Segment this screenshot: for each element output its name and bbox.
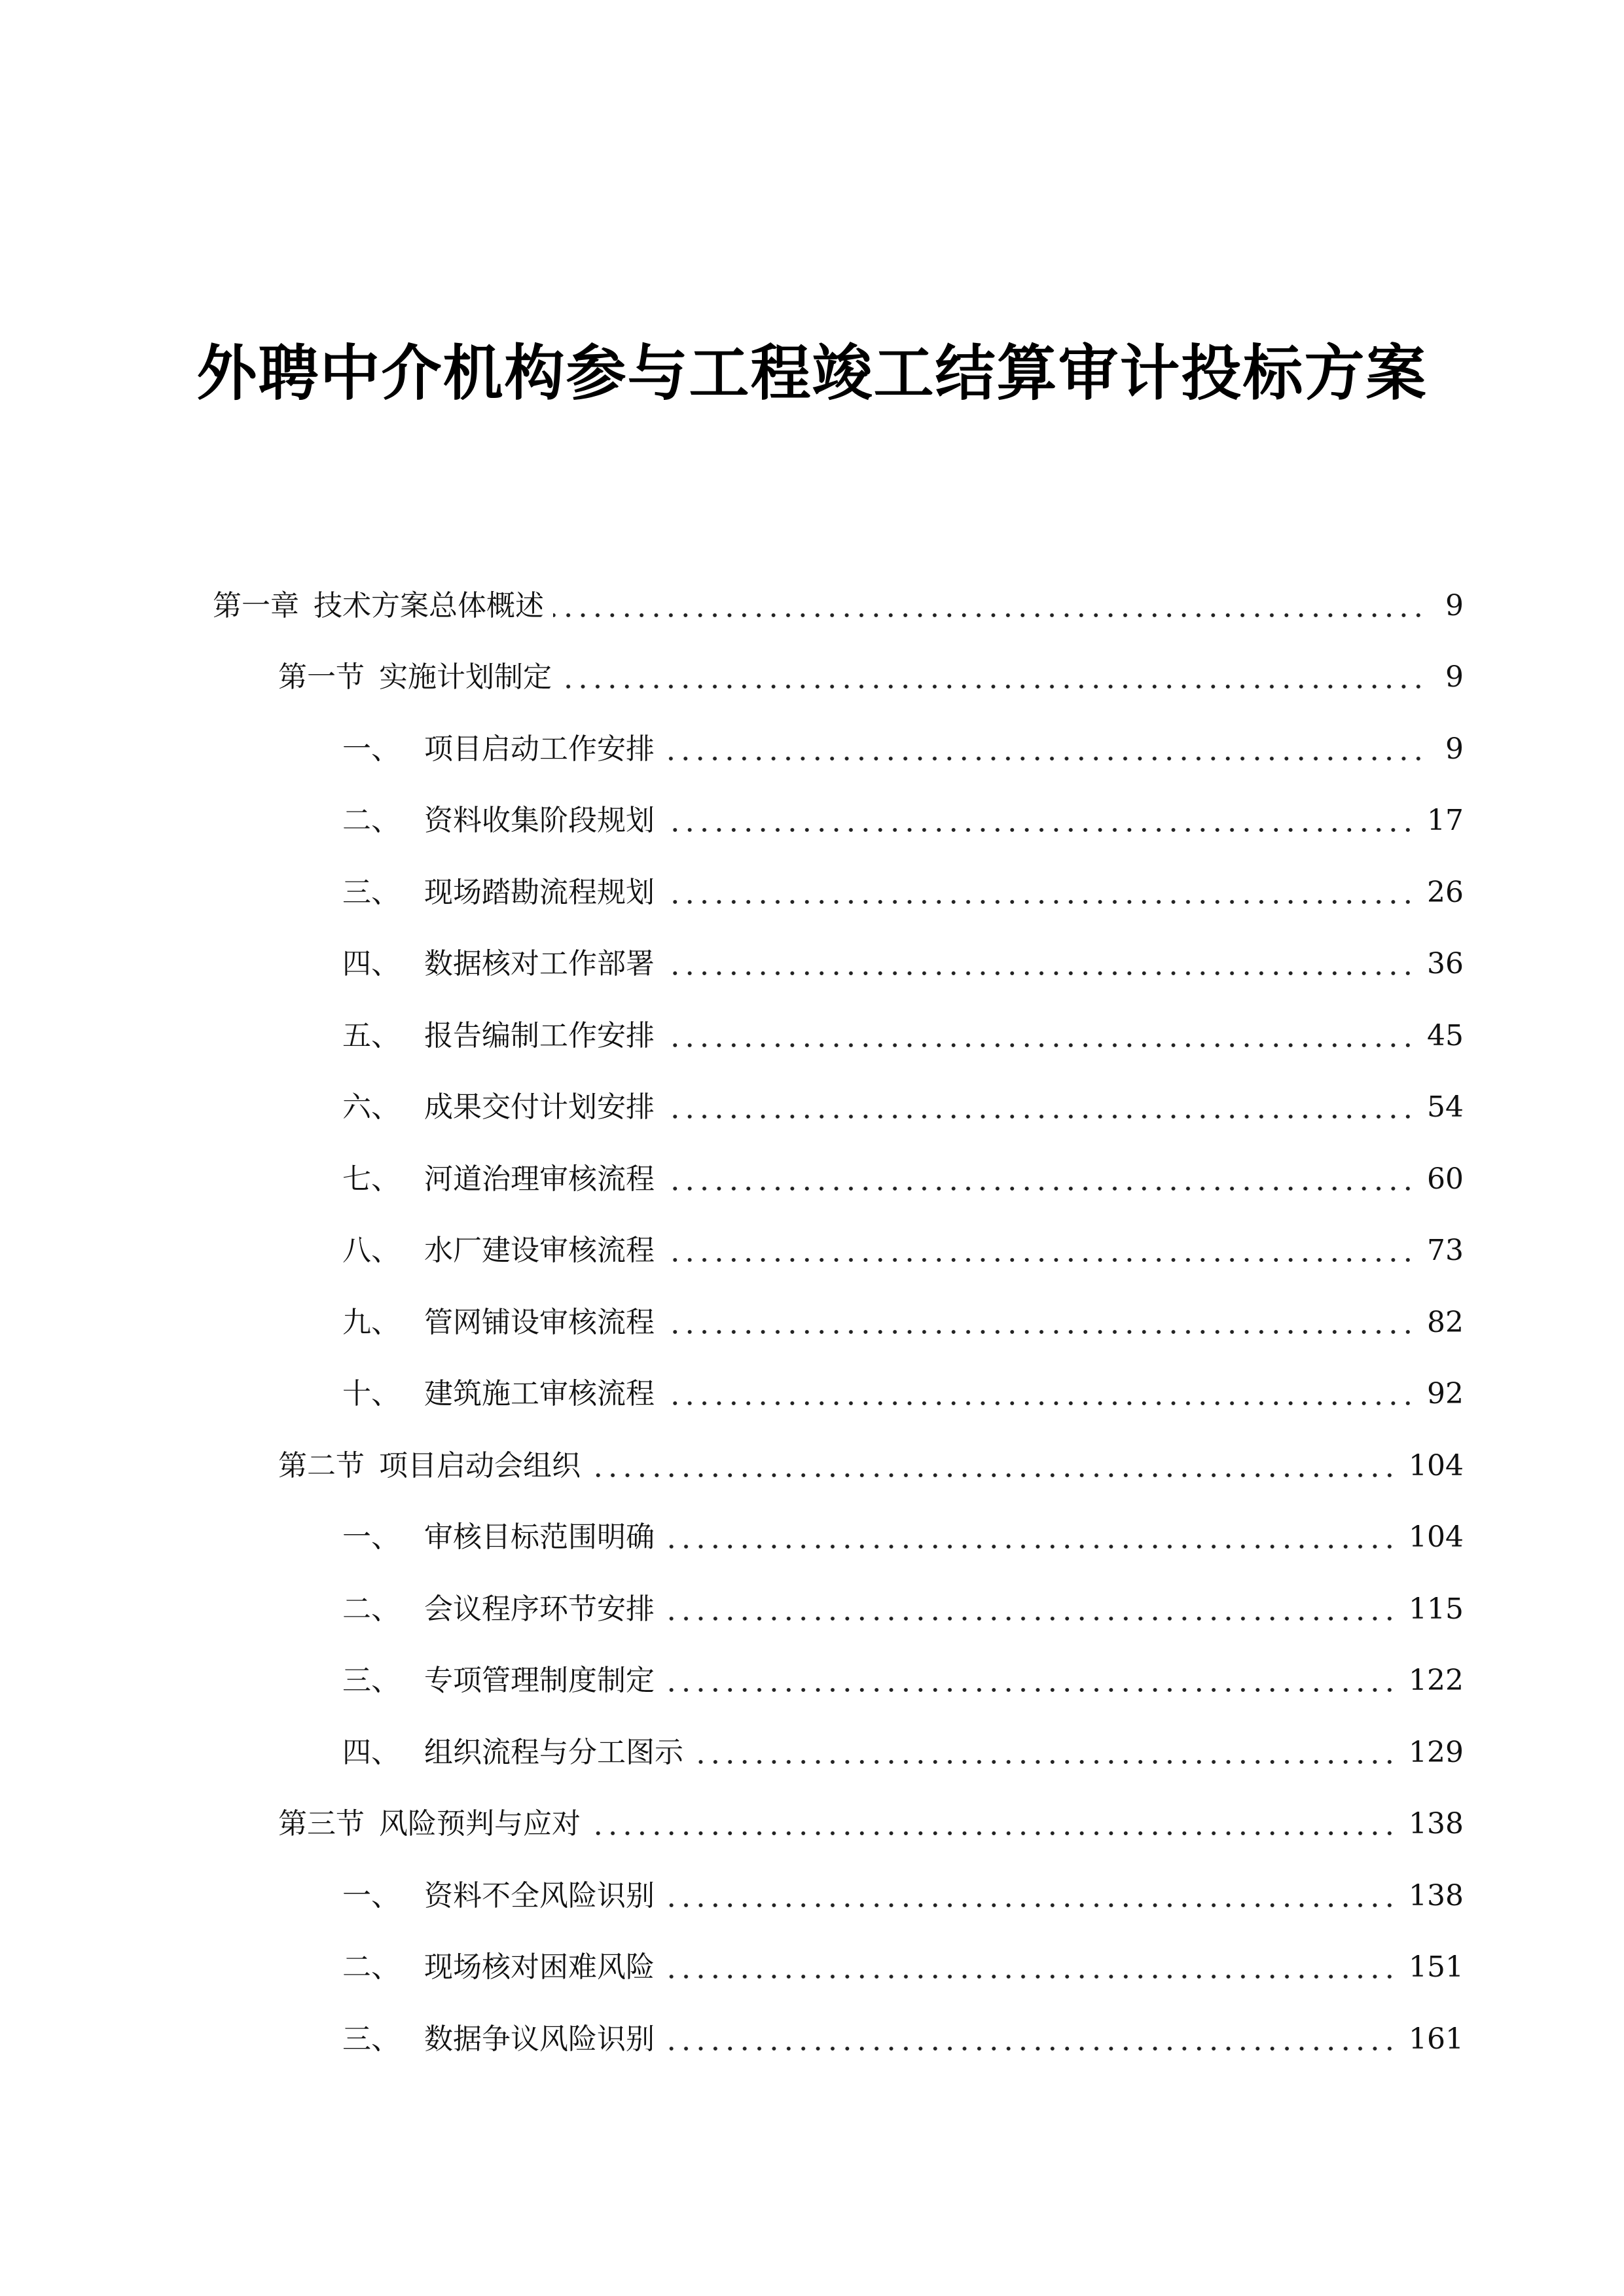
toc-entry-number: 二、 — [342, 1592, 400, 1626]
toc-dot-leader — [664, 827, 1415, 833]
toc-dot-leader — [664, 1185, 1415, 1192]
toc-entry-page: 115 — [1409, 1592, 1464, 1626]
toc-entry[interactable] — [0, 570, 1624, 642]
toc-entry-title: 报告编制工作安排 — [424, 1018, 655, 1052]
toc-entry-title: 现场核对困难风险 — [424, 1950, 655, 1984]
toc-entry-number: 第三节 — [278, 1807, 365, 1841]
toc-dot-leader — [664, 755, 1426, 762]
toc-entry-page: 36 — [1427, 947, 1464, 981]
toc-entry-title: 成果交付计划安排 — [424, 1090, 655, 1124]
toc-dot-leader — [664, 2045, 1397, 2052]
toc-dot-leader — [664, 1042, 1415, 1049]
toc-entry-page: 60 — [1427, 1162, 1464, 1196]
toc-entry-title: 技术方案总体概述 — [314, 588, 544, 622]
toc-dot-leader — [693, 1759, 1397, 1765]
toc-entry-number: 四、 — [342, 947, 400, 981]
toc-dot-leader — [561, 683, 1426, 690]
toc-entry-page: 151 — [1409, 1950, 1464, 1984]
toc-entry-number: 第一章 — [213, 588, 299, 622]
toc-entry-number: 三、 — [342, 1664, 400, 1698]
toc-entry-title: 组织流程与分工图示 — [424, 1735, 683, 1769]
toc-entry-number: 一、 — [342, 1520, 400, 1554]
toc-entry[interactable] — [0, 857, 1624, 929]
toc-entry[interactable] — [0, 1502, 1624, 1574]
toc-dot-leader — [664, 1615, 1397, 1622]
toc-entry-page: 129 — [1409, 1735, 1464, 1769]
toc-entry-title: 实施计划制定 — [379, 660, 552, 694]
toc-dot-leader — [664, 899, 1415, 905]
toc-entry-page: 73 — [1427, 1234, 1464, 1268]
toc-entry[interactable] — [0, 929, 1624, 1001]
toc-entry[interactable] — [0, 713, 1624, 785]
toc-entry[interactable] — [0, 1287, 1624, 1359]
toc-dot-leader — [664, 1973, 1397, 1980]
toc-entry-number: 四、 — [342, 1735, 400, 1769]
toc-entry-number: 三、 — [342, 2022, 400, 2056]
toc-entry-number: 二、 — [342, 804, 400, 838]
toc-entry-page: 82 — [1427, 1305, 1464, 1339]
toc-entry[interactable] — [0, 1573, 1624, 1645]
toc-dot-leader — [590, 1830, 1397, 1837]
toc-entry[interactable] — [0, 1789, 1624, 1861]
toc-dot-leader — [553, 612, 1426, 619]
toc-entry-page: 54 — [1427, 1090, 1464, 1124]
toc-entry-title: 项目启动工作安排 — [424, 732, 655, 766]
toc-entry[interactable] — [0, 642, 1624, 714]
toc-entry-number: 十、 — [342, 1377, 400, 1411]
toc-entry-page: 104 — [1409, 1448, 1464, 1482]
toc-entry-title: 管网铺设审核流程 — [424, 1305, 655, 1339]
toc-entry-page: 9 — [1445, 732, 1464, 766]
toc-entry-title: 项目启动会组织 — [379, 1448, 581, 1482]
toc-entry-number: 二、 — [342, 1950, 400, 1984]
toc-entry-number: 三、 — [342, 875, 400, 909]
toc-entry-title: 专项管理制度制定 — [424, 1664, 655, 1698]
toc-entry[interactable] — [0, 1932, 1624, 2004]
toc-dot-leader — [664, 1329, 1415, 1335]
toc-entry[interactable] — [0, 2003, 1624, 2075]
toc-entry-page: 161 — [1409, 2022, 1464, 2056]
toc-entry[interactable] — [0, 1430, 1624, 1502]
toc-entry[interactable] — [0, 1860, 1624, 1932]
toc-entry-number: 七、 — [342, 1162, 400, 1196]
toc-entry[interactable] — [0, 1215, 1624, 1287]
toc-entry-title: 建筑施工审核流程 — [424, 1377, 655, 1411]
toc-entry-title: 河道治理审核流程 — [424, 1162, 655, 1196]
toc-dot-leader — [664, 1113, 1415, 1120]
toc-entry[interactable] — [0, 785, 1624, 857]
toc-entry-title: 数据核对工作部署 — [424, 947, 655, 981]
toc-entry[interactable] — [0, 1143, 1624, 1215]
toc-entry-title: 现场踏勘流程规划 — [424, 875, 655, 909]
toc-entry[interactable] — [0, 1000, 1624, 1072]
toc-dot-leader — [664, 970, 1415, 977]
toc-entry-number: 一、 — [342, 732, 400, 766]
toc-entry-number: 五、 — [342, 1018, 400, 1052]
toc-dot-leader — [664, 1400, 1415, 1407]
toc-entry-title: 水厂建设审核流程 — [424, 1234, 655, 1268]
toc-entry[interactable] — [0, 1072, 1624, 1144]
toc-entry-title: 资料收集阶段规划 — [424, 804, 655, 838]
toc-entry-page: 138 — [1409, 1807, 1464, 1841]
toc-entry[interactable] — [0, 1359, 1624, 1431]
toc-entry-page: 9 — [1445, 588, 1464, 622]
toc-entry-page: 138 — [1409, 1878, 1464, 1912]
toc-entry-title: 会议程序环节安排 — [424, 1592, 655, 1626]
toc-entry[interactable] — [0, 1645, 1624, 1717]
toc-entry-page: 9 — [1445, 660, 1464, 694]
toc-entry-title: 数据争议风险识别 — [424, 2022, 655, 2056]
toc-dot-leader — [590, 1472, 1397, 1479]
toc-dot-leader — [664, 1543, 1397, 1550]
toc-entry-title: 审核目标范围明确 — [424, 1520, 655, 1554]
toc-dot-leader — [664, 1687, 1397, 1693]
toc-entry-number: 九、 — [342, 1305, 400, 1339]
toc-entry-number: 第一节 — [278, 660, 365, 694]
toc-dot-leader — [664, 1902, 1397, 1909]
toc-entry-title: 风险预判与应对 — [379, 1807, 581, 1841]
toc-entry-page: 17 — [1427, 804, 1464, 838]
table-of-contents — [0, 570, 1624, 2075]
toc-entry-title: 资料不全风险识别 — [424, 1878, 655, 1912]
toc-entry[interactable] — [0, 1717, 1624, 1789]
toc-entry-number: 六、 — [342, 1090, 400, 1124]
toc-entry-number: 八、 — [342, 1234, 400, 1268]
toc-entry-page: 45 — [1427, 1018, 1464, 1052]
toc-entry-page: 122 — [1409, 1664, 1464, 1698]
document-title: 外聘中介机构参与工程竣工结算审计投标方案 — [196, 338, 1428, 408]
toc-entry-page: 104 — [1409, 1520, 1464, 1554]
toc-entry-page: 92 — [1427, 1377, 1464, 1411]
toc-entry-page: 26 — [1427, 875, 1464, 909]
toc-dot-leader — [664, 1257, 1415, 1263]
toc-entry-number: 一、 — [342, 1878, 400, 1912]
toc-entry-number: 第二节 — [278, 1448, 365, 1482]
